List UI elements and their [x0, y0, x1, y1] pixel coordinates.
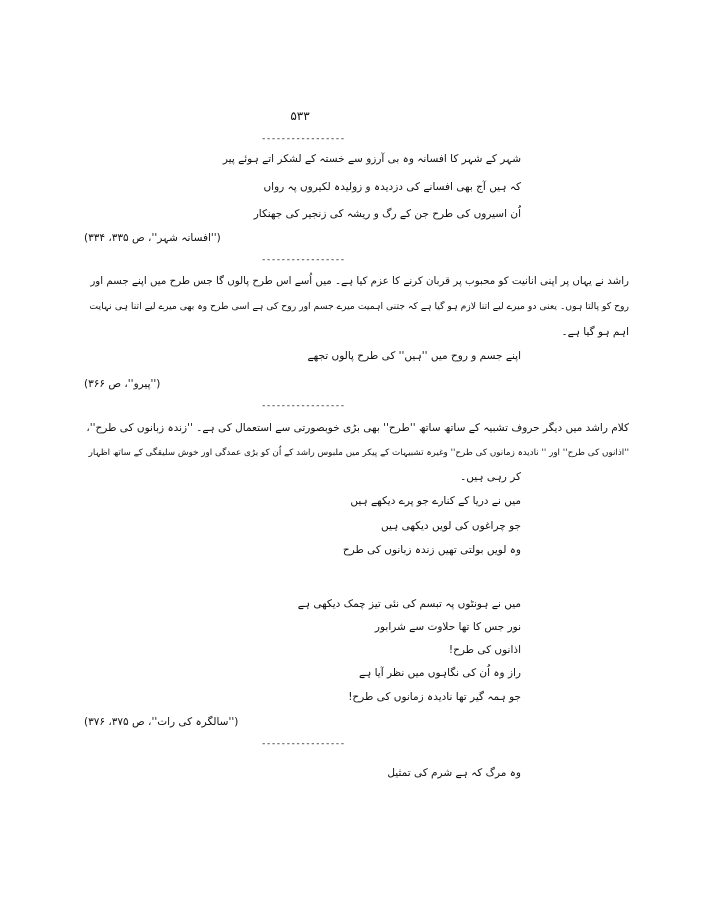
citation: (''پیرو''، ص ۳۶۶) — [84, 378, 161, 390]
citation: (''سالگرہ کی رات''، ص ۳۷۵، ۳۷۶) — [84, 716, 239, 728]
prose-line: ''اذانوں کی طرح'' اور '' نادیدہ زمانوں کی طرح'' وغیرہ تشبیہات کے پیکر میں ملبوس راشد کے اُن کو بڑی عمدگی اور خوش سلیقگی کے ساتھ اظہار — [88, 448, 629, 458]
verse-line: جو چراغوں کی لویں دیکھی ہیں — [380, 520, 521, 532]
page-number: ۵۳۳ — [290, 109, 310, 123]
verse-line: اذانوں کی طرح! — [448, 644, 521, 656]
prose-line: راشد نے یہاں پر اپنی انانیت کو محبوب پر قربان کرنے کا عزم کیا ہے۔ میں اُسے اس طرح پالوں گا جس طرح میں اپنے جسم اور — [90, 275, 629, 287]
verse-line: اُن اسیروں کی طرح جن کے رگ و ریشہ کی زنجیر کی جھنکار — [253, 208, 521, 220]
verse-line: میں نے دریا کے کنارے جو پرے دیکھے ہیں — [350, 495, 521, 507]
verse-line: نور جس کا تھا حلاوت سے شرابور — [374, 621, 521, 633]
section-separator: ----------------- — [261, 739, 345, 749]
verse-line: جو ہمہ گیر تھا نادیدہ زمانوں کی طرح! — [348, 691, 521, 703]
verse-line: راز وہ اُن کی نگاہوں میں نظر آیا ہے — [358, 667, 521, 679]
prose-line: روح کو پالتا ہوں۔ یعنی دو میرے لیے اتنا لازم ہو گیا ہے کہ جتنی اہمیت میرے جسم اور روح کی ہے اسی طرح وہ بھی میرے لیے اتنا ہی نہایت — [89, 301, 629, 312]
prose-line: کر رہی ہیں۔ — [460, 471, 521, 483]
citation: (''افسانہ شہر''، ص ۳۳۵، ۳۳۴) — [84, 232, 221, 244]
prose-line: کلام راشد میں دیگر حروف تشبیہ کے ساتھ ساتھ ''طرح'' بھی بڑی خوبصورتی سے استعمال کی ہے۔ ''زندہ زبانوں کی طرح''، — [86, 422, 629, 434]
section-separator: ----------------- — [261, 255, 345, 265]
verse-line: وہ مرگ کہ ہے شرم کی تمثیل — [387, 767, 521, 779]
verse-line: وہ لویں بولتی تھیں زندہ زبانوں کی طرح — [342, 544, 521, 556]
verse-line: شہر کے شہر کا افسانہ وہ بی آرزو سے خستہ کے لشکر اتے ہوئے پیر — [222, 153, 521, 165]
prose-line: اہم ہو گیا ہے۔ — [561, 326, 629, 338]
verse-line: اپنے جسم و روح میں ''ہیں'' کی طرح پالوں تجھے — [307, 350, 521, 362]
verse-line: کہ ہیں آج بھی افسانے کی دزدیدہ و زولیدہ لکیروں پہ رواں — [263, 181, 521, 193]
verse-line: میں نے ہونٹوں پہ تبسم کی نئی تیز چمک دیکھی ہے — [297, 598, 521, 610]
section-separator: ----------------- — [261, 134, 345, 144]
section-separator: ----------------- — [261, 401, 345, 411]
